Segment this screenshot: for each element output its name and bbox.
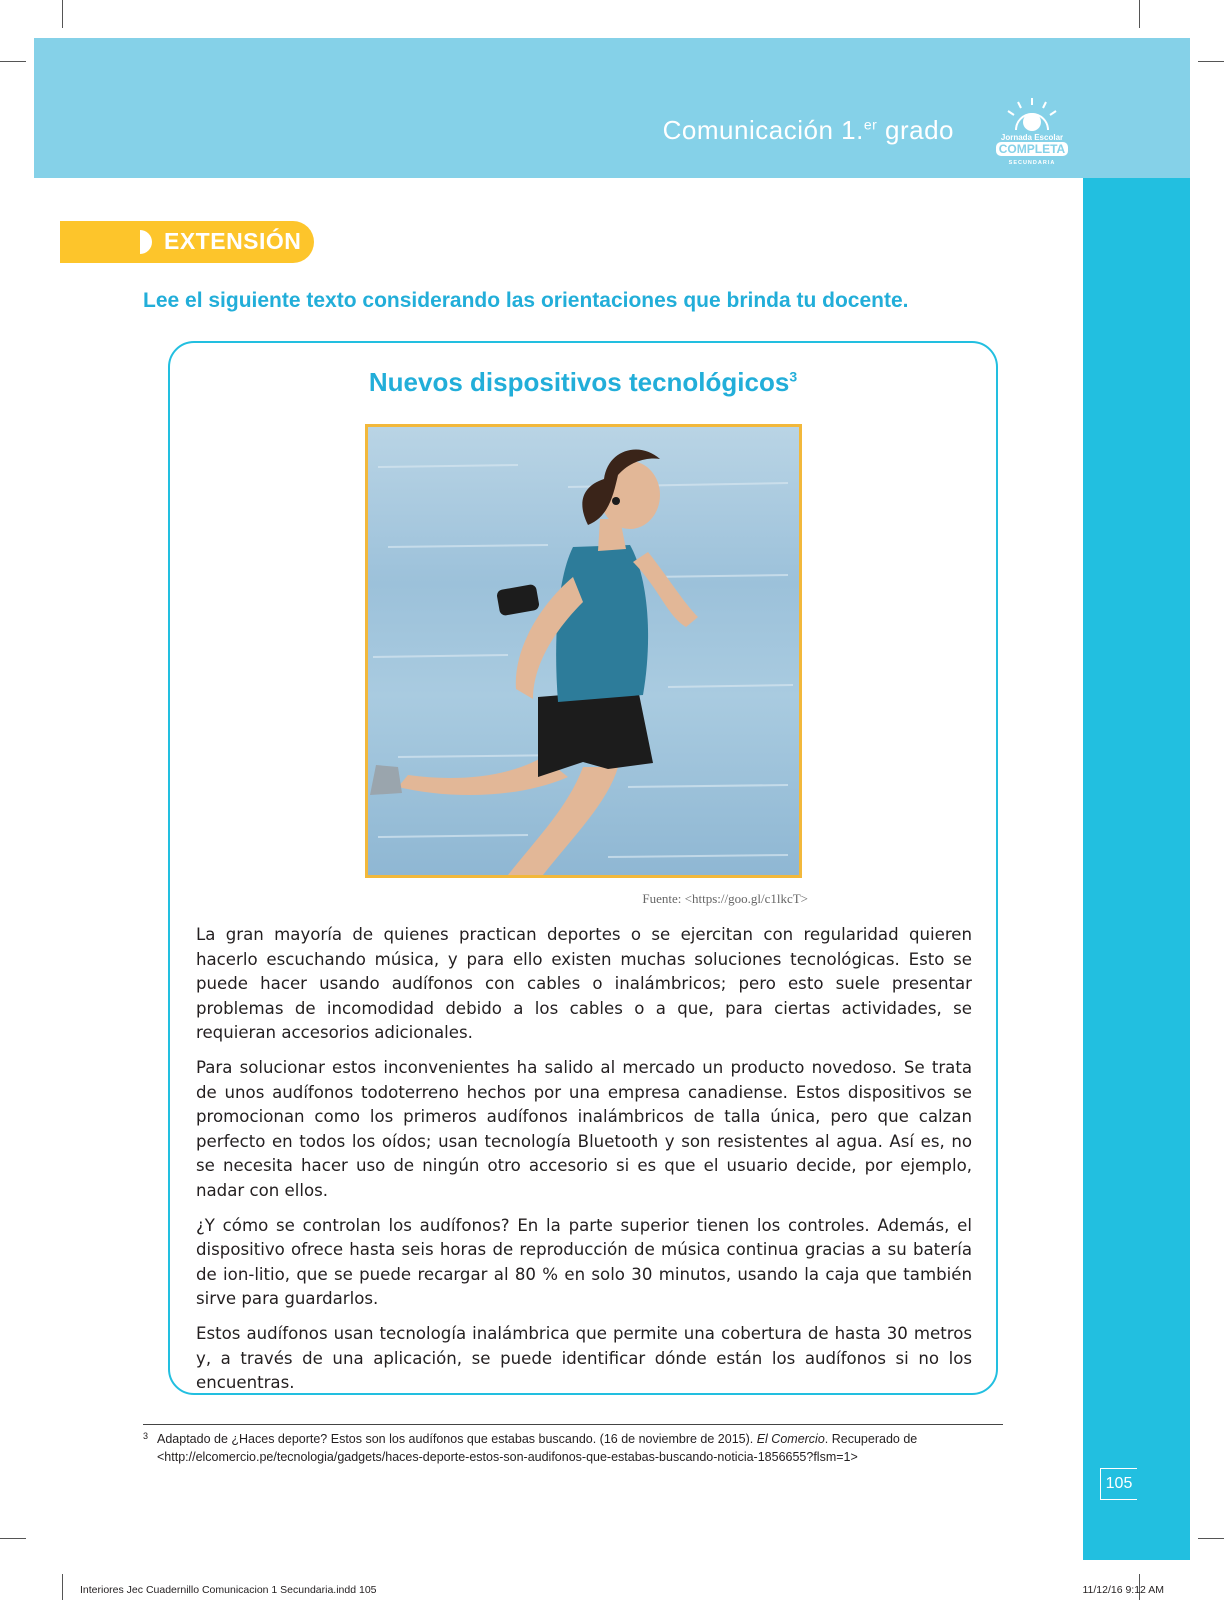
side-band	[1083, 178, 1190, 1560]
print-slug-file: Interiores Jec Cuadernillo Comunicacion 1 Secundaria.indd 105	[80, 1584, 377, 1596]
section-label: EXTENSIÓN	[164, 228, 302, 254]
tab-half-circle-icon	[140, 230, 152, 254]
crop-mark	[1198, 61, 1224, 62]
runner-photo	[365, 424, 802, 878]
footnote-divider	[143, 1424, 1003, 1425]
crop-mark	[1139, 0, 1140, 28]
header-title: Comunicación 1.$^{er}$ grado	[662, 115, 954, 145]
crop-mark	[62, 0, 63, 28]
crop-mark	[1198, 1538, 1224, 1539]
paragraph: ¿Y cómo se controlan los audífonos? En la parte superior tienen los controles. Además, el dispositivo ofrece hasta seis horas de reproducción de música continua gracias a su batería de ion-litio, que se puede recargar al 80 % en solo 30 minutos, usando la caja que también sirve para guardarlos.	[196, 1215, 972, 1309]
crop-mark	[0, 61, 26, 62]
footnote	[143, 1430, 1013, 1466]
svg-text:SECUNDARIA: SECUNDARIA	[1008, 160, 1056, 166]
crop-mark	[0, 1538, 26, 1539]
reading-title: Nuevos dispositivos tecnológicos$^3$	[368, 367, 798, 397]
footnote-text: Adaptado de ¿Haces deporte? Estos son los audífonos que estabas buscando. (16 de noviembre de 2015). El Comercio. Recuperado de <http://elcomercio.pe/tecnologia/gadgets/haces-deporte-estos-son-audifonos-que-estabas-buscando-noticia-1856655?flsm=1>	[157, 1432, 918, 1464]
crop-mark	[62, 1574, 63, 1600]
paragraph: Para solucionar estos inconvenientes ha salido al mercado un producto novedoso. Se trata de unos audífonos todoterreno hechos por una empresa canadiense. Estos dispositivos se promocionan como los primeros audífonos inalámbricos de talla única, pero que calzan perfecto en todos los oídos; usan tecnología Bluetooth y son resistentes al agua. Así es, no se necesita hacer uso de ningún otro accesorio si es que el usuario decide, por ejemplo, nadar con ellos.	[196, 1057, 972, 1200]
instruction-text: Lee el siguiente texto considerando las orientaciones que brinda tu docente.	[143, 289, 909, 312]
jornada-escolar-logo	[990, 96, 1074, 168]
reading-box	[168, 341, 998, 1395]
section-tab	[60, 221, 314, 263]
svg-text:COMPLETA: COMPLETA	[998, 142, 1066, 156]
image-caption: Fuente: <https://goo.gl/c1lkcT>	[642, 891, 808, 906]
reading-body	[196, 923, 972, 1406]
print-slug-datetime: 11/12/16 9:12 AM	[1082, 1584, 1164, 1596]
paragraph: Estos audífonos usan tecnología inalámbrica que permite una cobertura de hasta 30 metros y, a través de una aplicación, se puede identificar dónde están los audífonos si no los encuentras.	[196, 1323, 972, 1393]
page-number: 105	[1100, 1468, 1137, 1500]
svg-text:Jornada Escolar: Jornada Escolar	[1000, 133, 1064, 142]
paragraph: La gran mayoría de quienes practican deportes o se ejercitan con regularidad quieren hacerlo escuchando música, y para ello existen muchas soluciones tecnológicas. Esto se puede hacer usando audífonos con cables o inalámbricos; pero esto suele presentar problemas de incomodidad debido a los cables o a que, para ciertas actividades, se requieran accesorios adicionales.	[196, 925, 972, 1043]
footnote-number: 3	[143, 1431, 149, 1441]
